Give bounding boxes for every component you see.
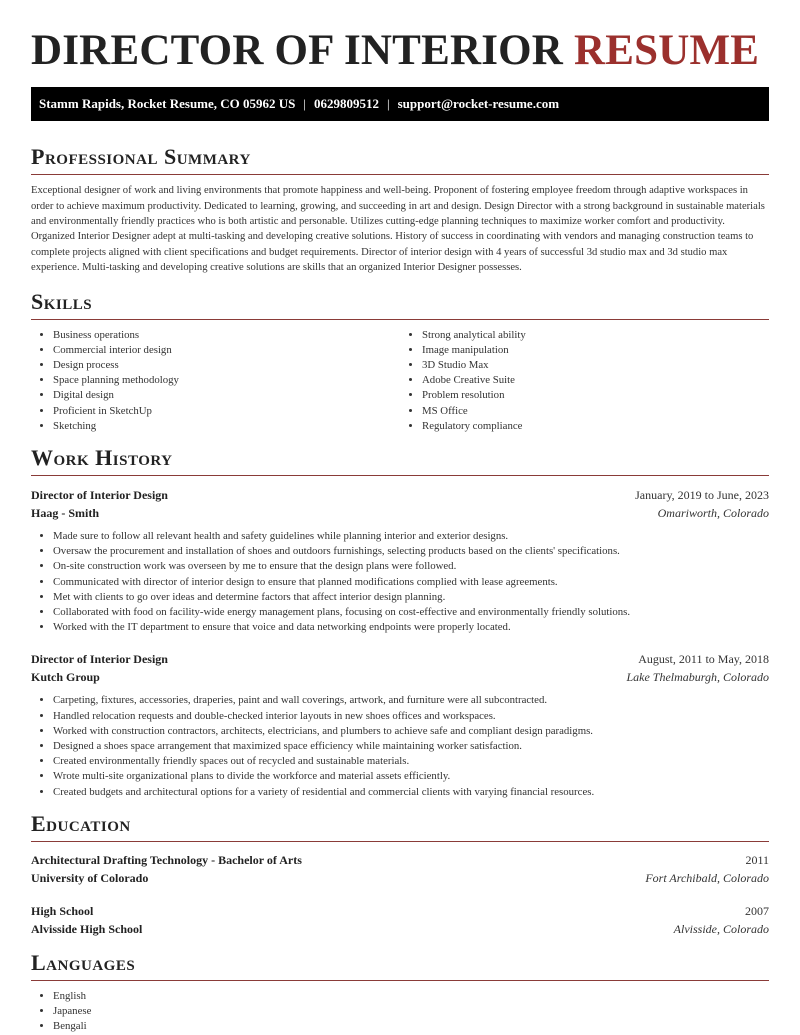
skill-item: • Design process — [53, 358, 400, 373]
education-school: University of Colorado — [31, 870, 149, 885]
language-item: • Bengali — [53, 1019, 769, 1034]
duty-item: • Wrote multi-site organizational plans to divide the workforce and material assets efficiently. — [53, 769, 769, 784]
education-school-row — [31, 869, 769, 887]
contact-separator: | — [387, 96, 390, 112]
work-history-heading: Work History — [31, 447, 769, 476]
skills-list-left — [31, 328, 400, 434]
contact-email[interactable]: support@rocket-resume.com — [397, 96, 560, 112]
skill-item: • 3D Studio Max — [422, 358, 769, 373]
job-company: Kutch Group — [31, 670, 100, 685]
duty-item: • Handled relocation requests and double-checked interior layouts in new shoes offices and workspaces. — [53, 709, 769, 724]
duty-item: • Carpeting, fixtures, accessories, draperies, paint and wall coverings, artwork, and furniture were all subcontracted. — [53, 693, 769, 708]
duty-item: • Oversaw the procurement and installation of shoes and outdoors furnishings, selecting products based on the clients' specifications. — [53, 544, 769, 559]
skill-item: • Problem resolution — [422, 388, 769, 403]
skills-heading: Skills — [31, 291, 769, 320]
education-year: 2011 — [745, 852, 769, 867]
job-header-row — [31, 486, 769, 504]
skill-item: • Space planning methodology — [53, 373, 400, 388]
education-school-row — [31, 920, 769, 938]
education-degree: Architectural Drafting Technology - Bachelor of Arts — [31, 852, 302, 867]
work-history-section — [31, 447, 769, 800]
summary-heading: Professional Summary — [31, 146, 769, 175]
job-dates: August, 2011 to May, 2018 — [638, 652, 769, 667]
job-duties — [31, 529, 769, 635]
contact-bar — [31, 87, 769, 121]
summary-text: Exceptional designer of work and living environments that promote happiness and well-being. Proponent of fostering employee freedom through adaptive workspaces in order to achieve maximum productivity. Dedicated to learning, growing, and succeeding in art and design. Design Director with a strong background in sustainable materials and environmentally friendly practices who is both artistic and personable. Utilizes cutting-edge planning techniques to maximize worker comfort and productivity. Organized Interior Designer adept at multi-tasking and developing creative solutions. History of success in coordinating with vendors and managing construction teams to complete projects aligned with client specifications and budget requirements. Director of interior design with 4 years of successful 3d studio max and 3d studio max experience. Multi-tasking and developing creative solutions are skills that an organized Interior Designer possesses. — [31, 185, 765, 274]
languages-heading: Languages — [31, 952, 769, 981]
skill-item: • Image manipulation — [422, 343, 769, 358]
education-location: Alvisside, Colorado — [673, 921, 769, 936]
job-dates: January, 2019 to June, 2023 — [635, 488, 769, 502]
language-item: • Japanese — [53, 1004, 769, 1019]
job-company-row — [31, 504, 769, 522]
skill-item: • Adobe Creative Suite — [422, 373, 769, 388]
contact-address: Stamm Rapids, Rocket Resume, CO 05962 US — [39, 96, 296, 112]
skill-item: • Sketching — [53, 419, 400, 434]
skills-section — [31, 288, 769, 434]
education-year: 2007 — [745, 903, 769, 918]
languages-section — [31, 949, 769, 1035]
title-main: DIRECTOR OF INTERIOR — [31, 27, 564, 74]
skill-item: • Business operations — [53, 328, 400, 343]
duty-item: • Created budgets and architectural options for a variety of residential and commercial clients with varying financial resources. — [53, 785, 769, 800]
job-location: Omariworth, Colorado — [657, 506, 769, 520]
summary-section — [31, 146, 769, 275]
skills-list-right — [400, 328, 769, 434]
job-location: Lake Thelmaburgh, Colorado — [626, 670, 769, 685]
skill-item: • Regulatory compliance — [422, 419, 769, 434]
skill-item: • Commercial interior design — [53, 343, 400, 358]
skill-item: • Digital design — [53, 388, 400, 403]
contact-phone[interactable]: 0629809512 — [314, 96, 379, 112]
resume-title — [31, 0, 769, 73]
education-degree: High School — [31, 903, 94, 918]
title-accent: RESUME — [573, 27, 760, 74]
duty-item: • Met with clients to go over ideas and determine factors that affect interior design planning. — [53, 590, 769, 605]
duty-item: • Designed a shoes space arrangement that maximized space efficiency while maintaining worker satisfaction. — [53, 739, 769, 754]
job-title: Director of Interior Design — [31, 652, 168, 667]
language-item: • English — [53, 989, 769, 1004]
education-degree-row — [31, 851, 769, 869]
job-title: Director of Interior Design — [31, 488, 168, 502]
skill-item: • Proficient in SketchUp — [53, 404, 400, 419]
job-entry — [31, 486, 769, 635]
duty-item: • Worked with the IT department to ensure that voice and data networking endpoints were properly located. — [53, 620, 769, 635]
job-company-row — [31, 668, 769, 686]
education-heading: Education — [31, 813, 769, 842]
education-degree-row — [31, 902, 769, 920]
duty-item: • Worked with construction contractors, architects, electricians, and plumbers to achieve safe and compliant design paradigms. — [53, 724, 769, 739]
job-header-row — [31, 650, 769, 668]
duty-item: • Collaborated with food on facility-wide energy management plans, focusing on cost-effective and environmentally friendly solutions. — [53, 605, 769, 620]
education-section — [31, 810, 769, 938]
duty-item: • Created environmentally friendly spaces out of recycled and sustainable materials. — [53, 754, 769, 769]
duty-item: • Made sure to follow all relevant health and safety guidelines while planning interior and exterior designs. — [53, 529, 769, 544]
job-entry — [31, 650, 769, 799]
skills-columns — [31, 328, 769, 434]
education-school: Alvisside High School — [31, 921, 143, 936]
job-company: Haag - Smith — [31, 506, 100, 520]
duty-item: • On-site construction work was overseen by me to ensure that the design plans were followed. — [53, 559, 769, 574]
job-duties — [31, 693, 769, 799]
languages-list — [31, 989, 769, 1035]
education-entry — [31, 851, 769, 887]
education-entry — [31, 902, 769, 938]
education-location: Fort Archibald, Colorado — [645, 870, 769, 885]
skill-item: • Strong analytical ability — [422, 328, 769, 343]
duty-item: • Communicated with director of interior design to ensure that planned modifications complied with lease agreements. — [53, 575, 769, 590]
skill-item: • MS Office — [422, 404, 769, 419]
contact-separator: | — [303, 96, 306, 112]
